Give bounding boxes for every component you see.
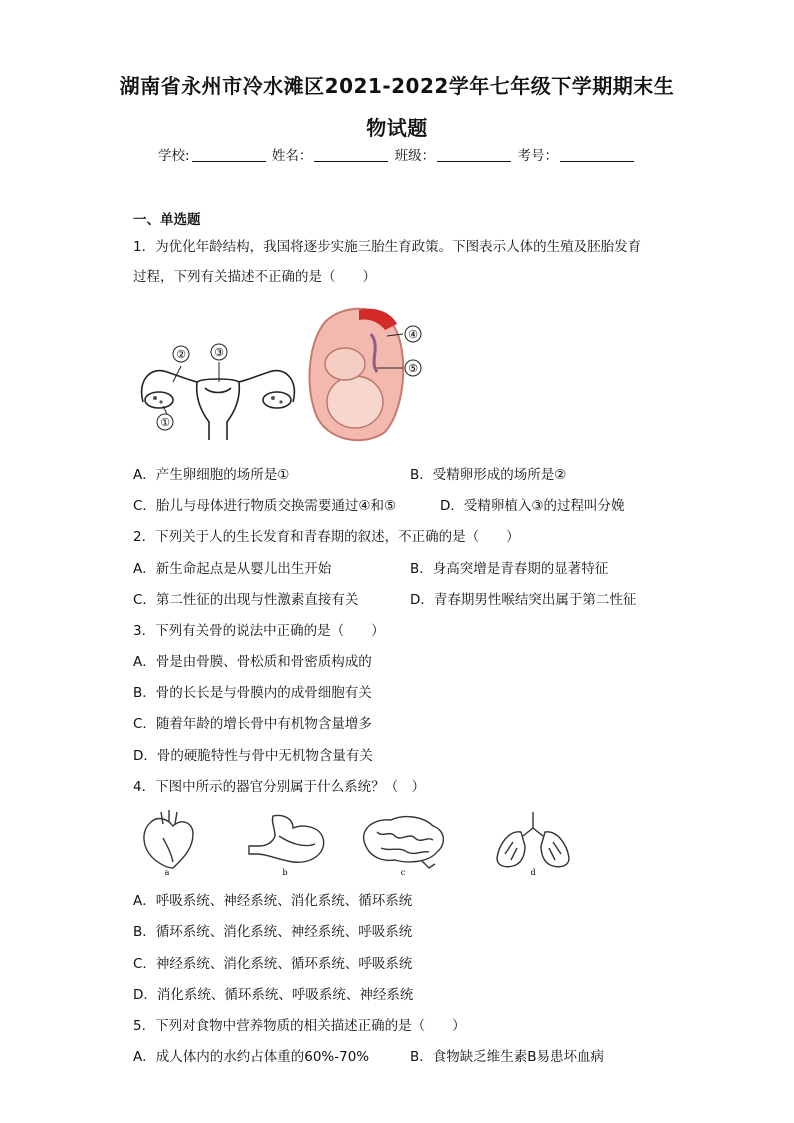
q2-option-d[interactable]: D．青春期男性喉结突出属于第二性征 [410, 592, 637, 608]
q1-stem-line2: 过程，下列有关描述不正确的是（ ） [133, 269, 376, 285]
exam-title-line2: 物试题 [366, 116, 428, 140]
exam-title-line1: 湖南省永州市冷水滩区2021-2022学年七年级下学期期末生 [119, 74, 675, 98]
q3-option-c[interactable]: C．随着年龄的增长骨中有机物含量增多 [133, 716, 372, 732]
school-label: 学校: [158, 148, 190, 164]
number-label: 考号： [517, 148, 558, 164]
fetus-diagram [305, 302, 430, 444]
q4-stem: 4．下图中所示的器官分别属于什么系统？（ ） [133, 779, 426, 795]
fig-label-c: c [400, 868, 406, 876]
q4-option-c[interactable]: C．神经系统、消化系统、循环系统、呼吸系统 [133, 956, 413, 972]
uterus-diagram [133, 340, 303, 445]
label-1: ① [160, 416, 170, 429]
q5-option-a[interactable]: A．成人体内的水约占体重的60%-70% [133, 1049, 370, 1065]
school-blank[interactable] [192, 147, 266, 162]
fig-label-a: a [164, 868, 170, 876]
label-3: ③ [214, 346, 224, 359]
q5-option-b[interactable]: B．食物缺乏维生素B易患坏血病 [410, 1049, 605, 1065]
brain-icon [364, 817, 444, 868]
q1-option-d[interactable]: D．受精卵植入③的过程叫分娩 [440, 498, 625, 514]
fig-label-b: b [282, 868, 288, 876]
q2-option-a[interactable]: A．新生命起点是从婴儿出生开始 [133, 561, 332, 577]
student-info-row [0, 144, 794, 164]
label-5: ⑤ [408, 362, 418, 375]
q5-stem: 5．下列对食物中营养物质的相关描述正确的是（ ） [133, 1018, 466, 1034]
q1-option-b[interactable]: B．受精卵形成的场所是② [410, 467, 567, 483]
fig-label-d: d [530, 868, 536, 876]
stomach-icon [249, 816, 324, 863]
q3-stem: 3．下列有关骨的说法中正确的是（ ） [133, 623, 385, 639]
name-label: 姓名： [271, 148, 313, 164]
lungs-icon [497, 812, 569, 867]
q3-option-a[interactable]: A．骨是由骨膜、骨松质和骨密质构成的 [133, 654, 372, 670]
class-label: 班级： [394, 148, 436, 164]
class-blank[interactable] [437, 147, 511, 162]
label-2: ② [176, 348, 186, 361]
q1-option-a[interactable]: A．产生卵细胞的场所是① [133, 467, 290, 483]
heart-icon [144, 810, 193, 868]
q1-stem-line1: 1．为优化年龄结构，我国将逐步实施三胎生育政策。下图表示人体的生殖及胚胎发育 [133, 239, 642, 255]
q4-option-d[interactable]: D．消化系统、循环系统、呼吸系统、神经系统 [133, 987, 414, 1003]
q2-option-b[interactable]: B．身高突增是青春期的显著特征 [410, 561, 609, 577]
q3-option-d[interactable]: D．骨的硬脆特性与骨中无机物含量有关 [133, 748, 373, 764]
q1-option-c[interactable]: C．胎儿与母体进行物质交换需要通过④和⑤ [133, 498, 397, 514]
q4-option-a[interactable]: A．呼吸系统、神经系统、消化系统、循环系统 [133, 893, 413, 909]
label-4: ④ [408, 328, 418, 341]
organs-figure [133, 808, 583, 876]
q2-option-c[interactable]: C．第二性征的出现与性激素直接有关 [133, 592, 359, 608]
name-blank[interactable] [314, 147, 388, 162]
q2-stem: 2．下列关于人的生长发育和青春期的叙述，不正确的是（ ） [133, 529, 520, 545]
number-blank[interactable] [560, 147, 634, 162]
q4-option-b[interactable]: B．循环系统、消化系统、神经系统、呼吸系统 [133, 924, 413, 940]
q3-option-b[interactable]: B．骨的长长是与骨膜内的成骨细胞有关 [133, 685, 372, 701]
section-heading: 一、单选题 [133, 212, 201, 228]
